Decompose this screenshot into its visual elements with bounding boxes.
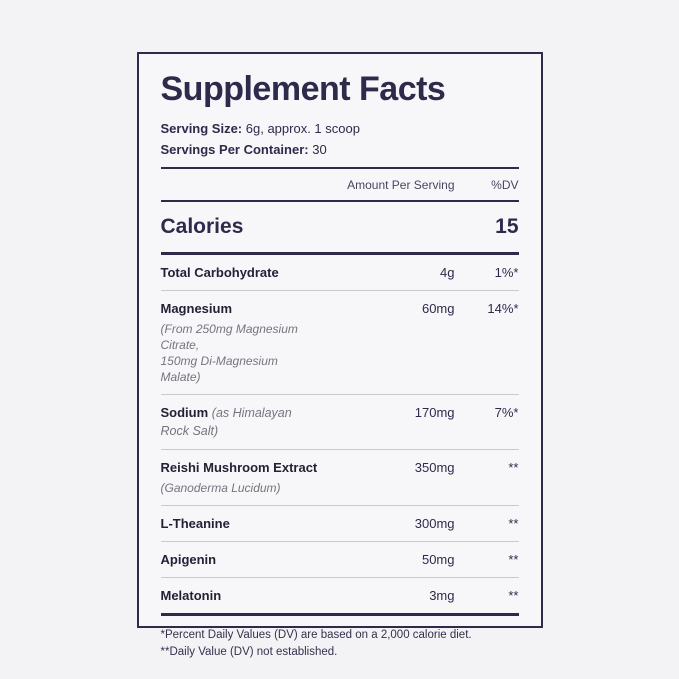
ingredient-row-magnesium [161, 291, 519, 395]
ingredient-amount: 3mg [429, 587, 455, 603]
ingredient-name [161, 404, 320, 440]
ingredient-amount: 4g [440, 264, 455, 280]
ingredient-name-block [161, 300, 320, 385]
ingredient-name-text: Total Carbohydrate [160, 264, 279, 280]
amount-per-serving-header: Amount Per Serving [347, 177, 455, 192]
ingredient-source-note: 150mg Di-Magnesium Malate) [160, 353, 278, 384]
ingredient-name: Reishi Mushroom Extract [160, 459, 318, 475]
serving-size-label: Serving Size: [160, 120, 243, 136]
ingredient-row-apigenin [161, 542, 519, 578]
divider-bottom [161, 613, 519, 616]
ingredient-name-text: L-Theanine [160, 515, 230, 531]
servings-per-container-value: 30 [312, 141, 327, 157]
ingredient-name-text: Sodium [160, 404, 209, 420]
panel-title: Supplement Facts [160, 69, 446, 108]
ingredient-row-sodium [161, 395, 519, 450]
column-header-row [161, 169, 519, 200]
calories-row [161, 202, 519, 252]
ingredient-name [161, 587, 320, 604]
ingredient-name [161, 264, 320, 281]
ingredient-name [161, 515, 320, 532]
row-dv: ** [508, 459, 519, 475]
row-dv: ** [508, 515, 519, 531]
ingredient-row-l-theanine [161, 506, 519, 542]
supplement-facts-panel [137, 52, 543, 658]
row-dv: 14%* [487, 300, 519, 316]
ingredient-amount: 170mg [414, 404, 455, 420]
calories-label: Calories [160, 214, 244, 238]
ingredient-name-block [161, 459, 320, 496]
serving-size-line [161, 118, 519, 139]
serving-size-value: 6g, approx. 1 scoop [245, 120, 360, 136]
ingredient-amount: 60mg [421, 300, 455, 316]
ingredient-row-melatonin [161, 578, 519, 613]
row-dv: 7%* [494, 404, 519, 420]
ingredient-row-total-carbohydrate [161, 255, 519, 291]
footnote-dv-not-established: **Daily Value (DV) not established. [160, 645, 338, 658]
footnotes [161, 627, 519, 661]
ingredient-source-note: (From 250mg Magnesium Citrate, [160, 321, 298, 352]
ingredient-amount: 50mg [421, 551, 455, 567]
ingredient-name-text: Apigenin [160, 551, 217, 567]
ingredient-amount: 300mg [414, 515, 455, 531]
ingredient-name-text: Melatonin [160, 587, 222, 603]
ingredient-name: Magnesium [160, 300, 233, 316]
calories-value: 15 [495, 214, 519, 238]
row-dv: ** [508, 587, 519, 603]
dv-header: %DV [491, 177, 519, 192]
footnote-daily-values: *Percent Daily Values (DV) are based on a 2,000 calorie diet. [160, 628, 472, 641]
ingredient-source-note: (Ganoderma Lucidum) [160, 480, 281, 495]
ingredient-source-inline: (as Himalayan Rock Salt) [160, 405, 292, 438]
ingredient-row-reishi [161, 450, 519, 506]
row-dv: 1%* [494, 264, 519, 280]
ingredient-name [161, 551, 320, 568]
row-dv: ** [508, 551, 519, 567]
ingredient-amount: 350mg [414, 459, 455, 475]
serving-info [161, 118, 519, 160]
servings-per-container-label: Servings Per Container: [160, 141, 309, 157]
servings-per-container-line [161, 139, 519, 160]
